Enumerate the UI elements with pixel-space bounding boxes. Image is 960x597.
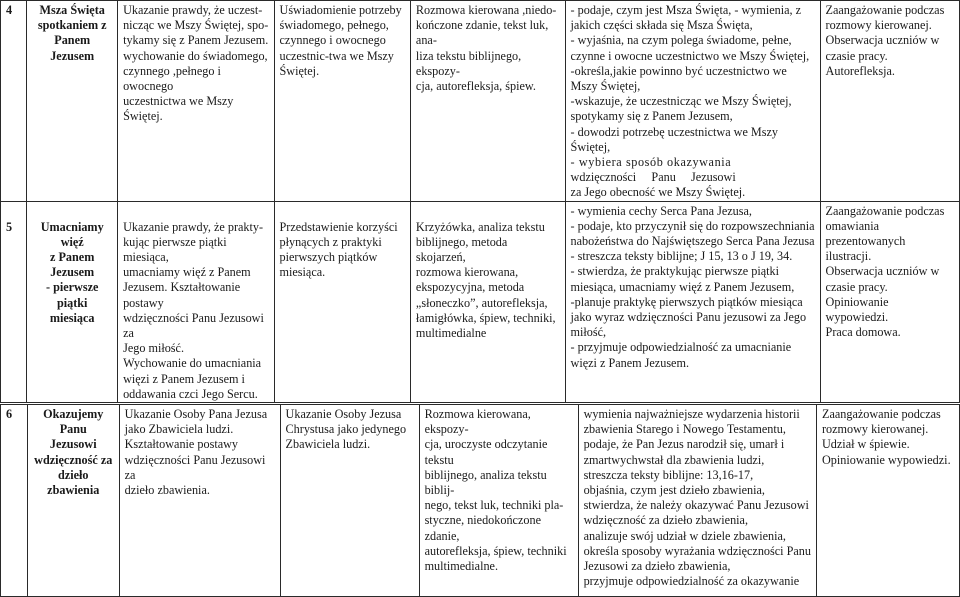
content-cell: Uświadomienie potrzeby świadomego, pełnego, czynnego i owocnego uczestnic-twa we Mszy Świętej. [274, 1, 410, 202]
lesson-plan-table-continued [0, 404, 960, 597]
goals-cell: Ukazanie prawdy, że prakty- kując pierwsze piątki miesiąca, umacniamy więź z Panem Jezusem. Kształtowanie postawy wdzięczności Panu Jezusowi za Jego miłość. Wychowanie do umacniania więzi z Panem Jezusem i oddawania czci Jego Sercu. [118, 201, 274, 402]
methods-cell: Rozmowa kierowana ,niedo- kończone zdanie, tekst luk, ana- liza tekstu biblijnego, ekspozy- cja, autorefleksja, śpiew. [410, 1, 565, 202]
methods-cell: Rozmowa kierowana, ekspozy- cja, uroczyste odczytanie tekstu biblijnego, analiza tekstu biblij- nego, tekst luk, techniki pla- styczne, niedokończone zdanie, autorefleksja, śpiew, techniki multimedialne. [419, 405, 578, 597]
assessment-cell: Zaangażowanie podczas omawiania prezentowanych ilustracji. Obserwacja uczniów w czasie pracy. Opiniowanie wypowiedzi. Praca domowa. [820, 201, 959, 402]
lesson-number: 5 [1, 201, 27, 402]
lesson-title: Okazujemy Panu Jezusowi wdzięczność za dzieło zbawienia [27, 405, 119, 597]
content-cell: Przedstawienie korzyści płynących z praktyki pierwszych piątków miesiąca. [274, 201, 410, 402]
assessment-cell: Zaangażowanie podczas rozmowy kierowanej. Obserwacja uczniów w czasie pracy. Autorefleksja. [820, 1, 959, 202]
outcomes-cell: - podaje, czym jest Msza Święta, - wymienia, z jakich części składa się Msza Święta, - wyjaśnia, na czym polega świadome, pełne, czynne i owocne uczestnictwo we Mszy Świętej, -określa,jakie powinno być uczestnictwo we Mszy Świętej, -wskazuje, że uczestnicząc we Mszy Świętej, spotykamy się z Panem Jezusem, - dowodzi potrzebę uczestnictwa we Mszy Świętej, - wybiera sposób okazywania wdzięczności Panu Jezusowi za Jego obecność we Mszy Świętej. [565, 1, 820, 202]
lesson-title: Msza Święta spotkaniem z Panem Jezusem [27, 1, 118, 202]
goals-cell: Ukazanie prawdy, że uczest- nicząc we Mszy Świętej, spo- tykamy się z Panem Jezusem. wychowanie do świadomego, czynnego ,pełnego i owocnego uczestnictwa we Mszy Świętej. [118, 1, 274, 202]
content-cell: Ukazanie Osoby Jezusa Chrystusa jako jedynego Zbawiciela ludzi. [280, 405, 419, 597]
methods-cell: Krzyżówka, analiza tekstu biblijnego, metoda skojarzeń, rozmowa kierowana, ekspozycyjna, metoda „słoneczko”, autorefleksja, łamigłówka, śpiew, techniki, multimedialne [410, 201, 565, 402]
lesson-number: 6 [1, 405, 28, 597]
goals-cell: Ukazanie Osoby Pana Jezusa jako Zbawiciela ludzi. Kształtowanie postawy wdzięczności Panu Jezusowi za dzieło zbawienia. [119, 405, 280, 597]
lesson-number: 4 [1, 1, 27, 202]
assessment-cell: Zaangażowanie podczas rozmowy kierowanej. Udział w śpiewie. Opiniowanie wypowiedzi. [817, 405, 960, 597]
lesson-title: Umacniamy więź z Panem Jezusem - pierwsze piątki miesiąca [27, 201, 118, 402]
outcomes-cell: - wymienia cechy Serca Pana Jezusa, - podaje, kto przyczynił się do rozpowszechniania nabożeństwa do Najświętszego Serca Pana Jezusa - streszcza teksty biblijne; J 15, 13 o J 19, 34. - stwierdza, że praktykując pierwsze piątki miesiąca, umacniamy więź z Panem Jezusem, -planuje praktykę pierwszych piątków miesiąca jako wyraz wdzięczności Panu jezusowi za Jego miłość, - przyjmuje odpowiedzialność za umacnianie więzi z Panem Jezusem. [565, 201, 820, 402]
table-row [1, 1, 960, 202]
outcomes-cell: wymienia najważniejsze wydarzenia historii zbawienia Starego i Nowego Testamentu, podaje, że Pan Jezus narodził się, umarł i zmartwychwstał dla zbawienia ludzi, streszcza teksty biblijne: 13,16-17, objaśnia, czym jest dzieło zbawienia, stwierdza, że należy okazywać Panu Jezusowi wdzięczność za dzieło zbawienia, analizuje swój udział w dziele zbawienia, określa sposoby wyrażania wdzięczności Panu Jezusowi za dzieło zbawienia, przyjmuje odpowiedzialność za okazywanie [578, 405, 816, 597]
table-row [1, 405, 960, 597]
table-row [1, 201, 960, 402]
